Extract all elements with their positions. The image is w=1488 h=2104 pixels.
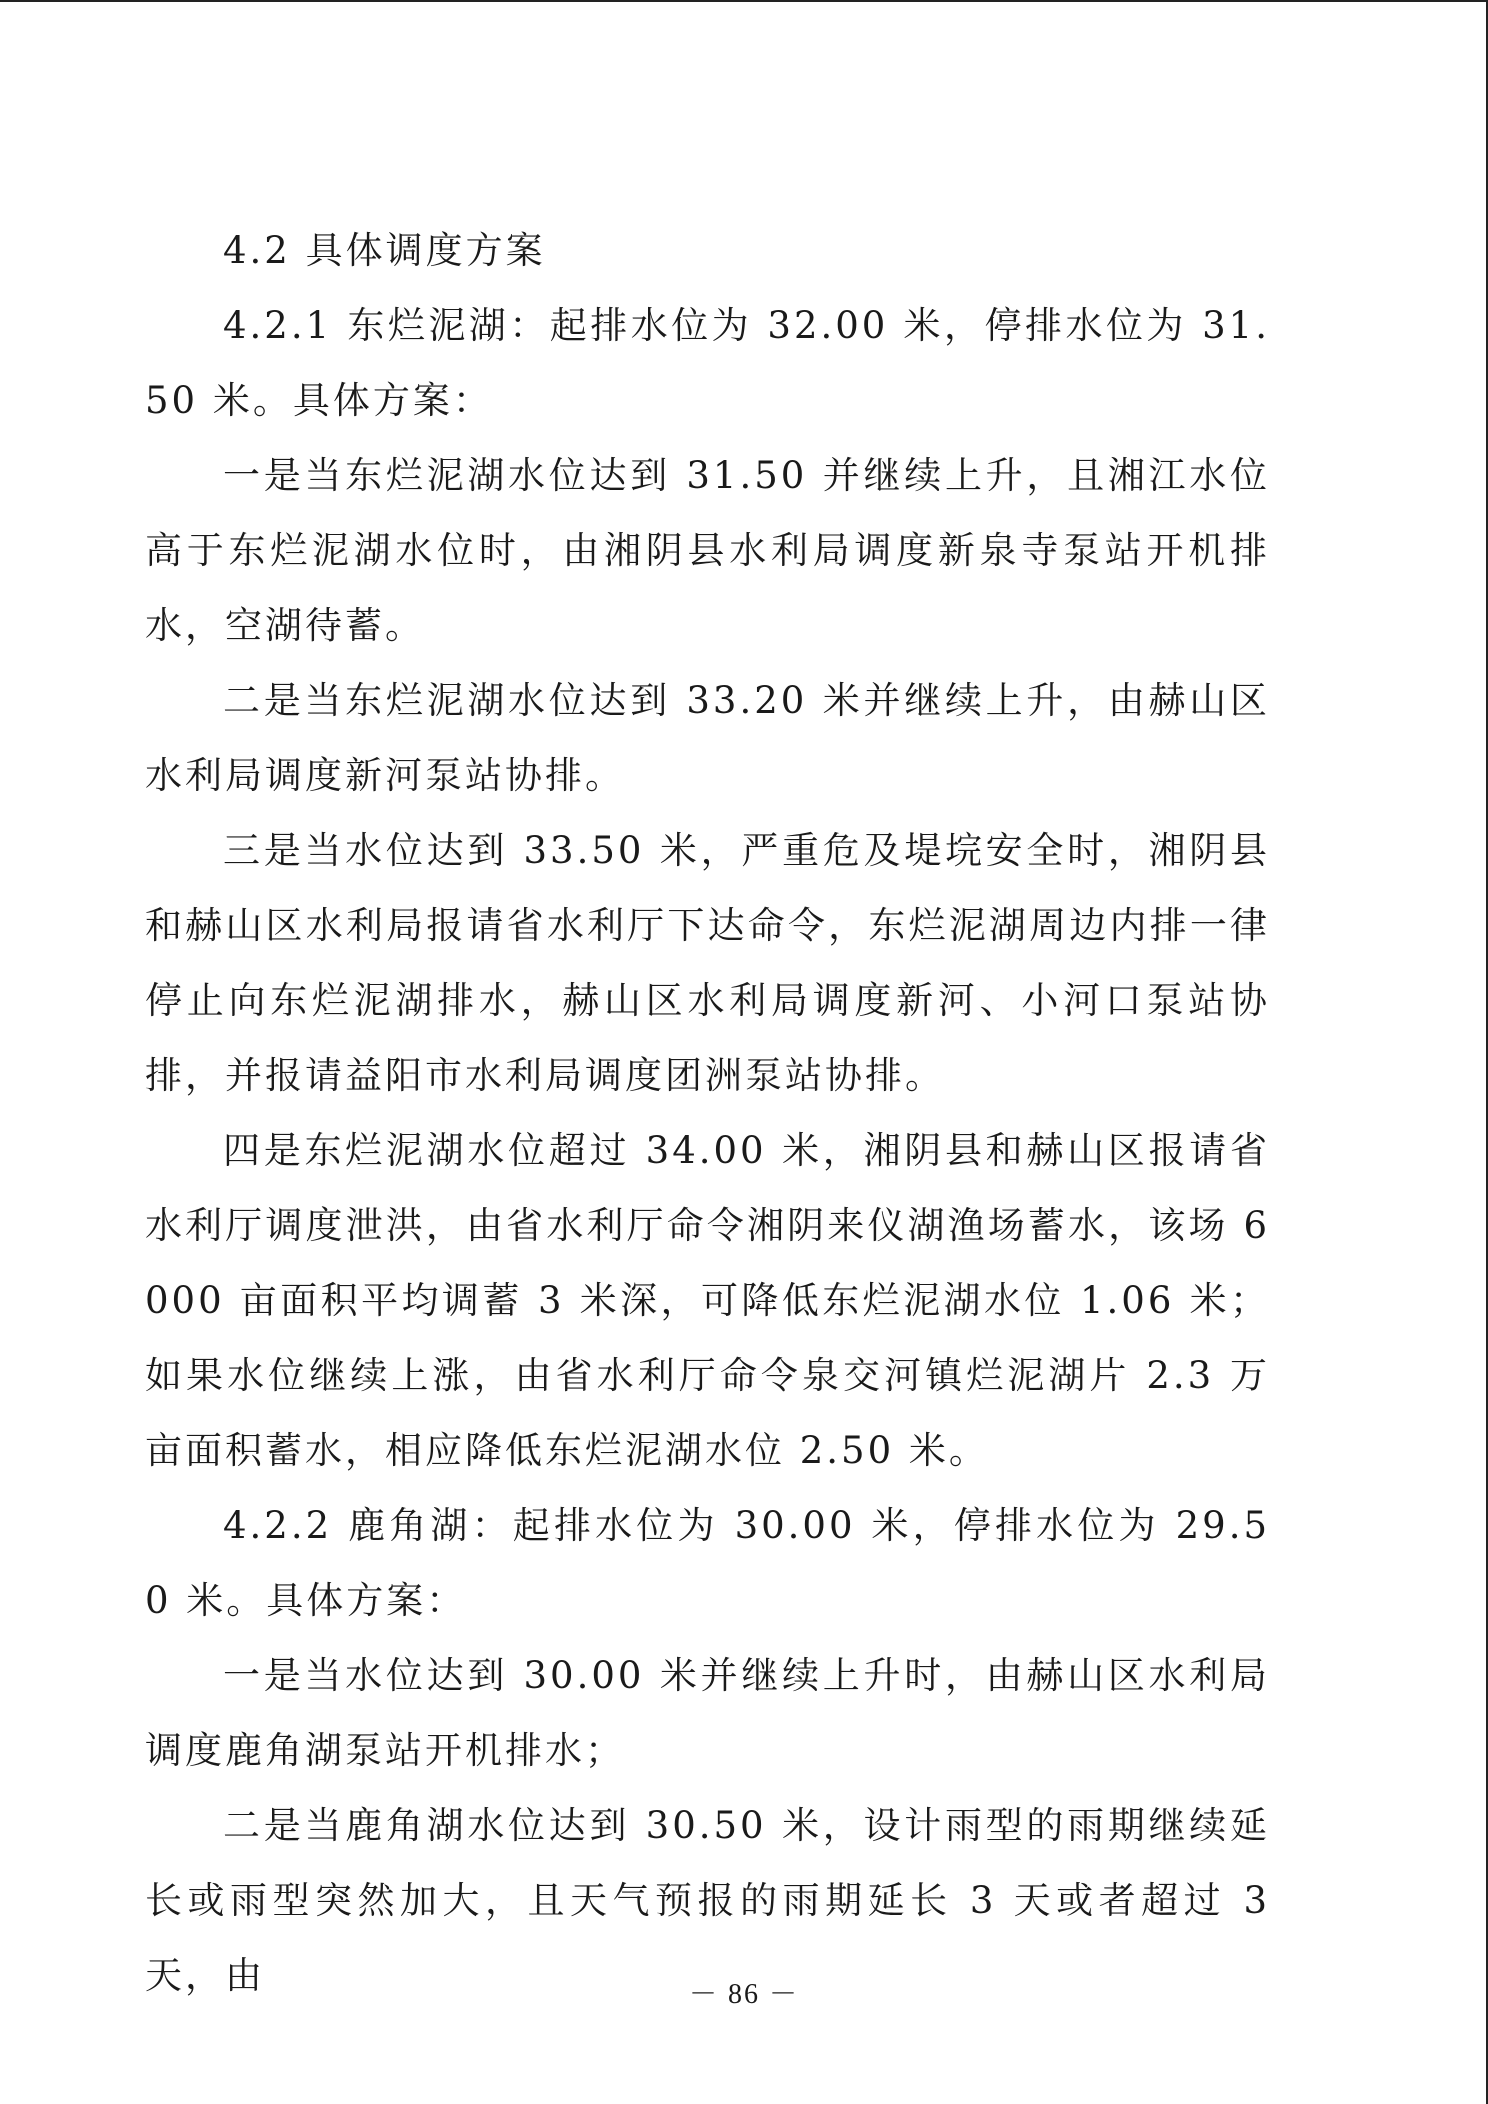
page-number: － 86 － xyxy=(688,1979,799,2010)
section-heading: 4.2 具体调度方案 xyxy=(223,229,546,272)
paragraph-lujiao-lake: 4.2.2 鹿角湖：起排水位为 30.00 米，停排水位为 29.50 米。具体方案： xyxy=(145,1504,1270,1622)
document-body xyxy=(145,213,1270,2013)
paragraph-plan-four: 四是东烂泥湖水位超过 34.00 米，湘阴县和赫山区报请省水利厅调度泄洪，由省水利厅命令湘阴来仪湖渔场蓄水，该场 6000 亩面积平均调蓄 3 米深，可降低东烂泥湖水位 1.06 米；如果水位继续上涨，由省水利厅命令泉交河镇烂泥湖片 2.3 万亩面积蓄水，相应降低东烂泥湖水位 2.50 米。 xyxy=(145,1129,1270,1472)
paragraph-plan-one: 一是当东烂泥湖水位达到 31.50 并继续上升，且湘江水位高于东烂泥湖水位时，由湘阴县水利局调度新泉寺泵站开机排水，空湖待蓄。 xyxy=(145,454,1270,647)
paragraph-plan-two: 二是当东烂泥湖水位达到 33.20 米并继续上升，由赫山区水利局调度新河泵站协排。 xyxy=(145,679,1270,797)
paragraph-dong-lanni-lake: 4.2.1 东烂泥湖：起排水位为 32.00 米，停排水位为 31.50 米。具体方案： xyxy=(145,304,1270,422)
paragraph-lujiao-plan-two: 二是当鹿角湖水位达到 30.50 米，设计雨型的雨期继续延长或雨型突然加大，且天气预报的雨期延长 3 天或者超过 3 天，由 xyxy=(145,1804,1270,1997)
paragraph-lujiao-plan-one: 一是当水位达到 30.00 米并继续上升时，由赫山区水利局调度鹿角湖泵站开机排水； xyxy=(145,1654,1270,1772)
paragraph-plan-three: 三是当水位达到 33.50 米，严重危及堤垸安全时，湘阴县和赫山区水利局报请省水利厅下达命令，东烂泥湖周边内排一律停止向东烂泥湖排水，赫山区水利局调度新河、小河口泵站协排，并报请益阳市水利局调度团洲泵站协排。 xyxy=(145,829,1270,1097)
